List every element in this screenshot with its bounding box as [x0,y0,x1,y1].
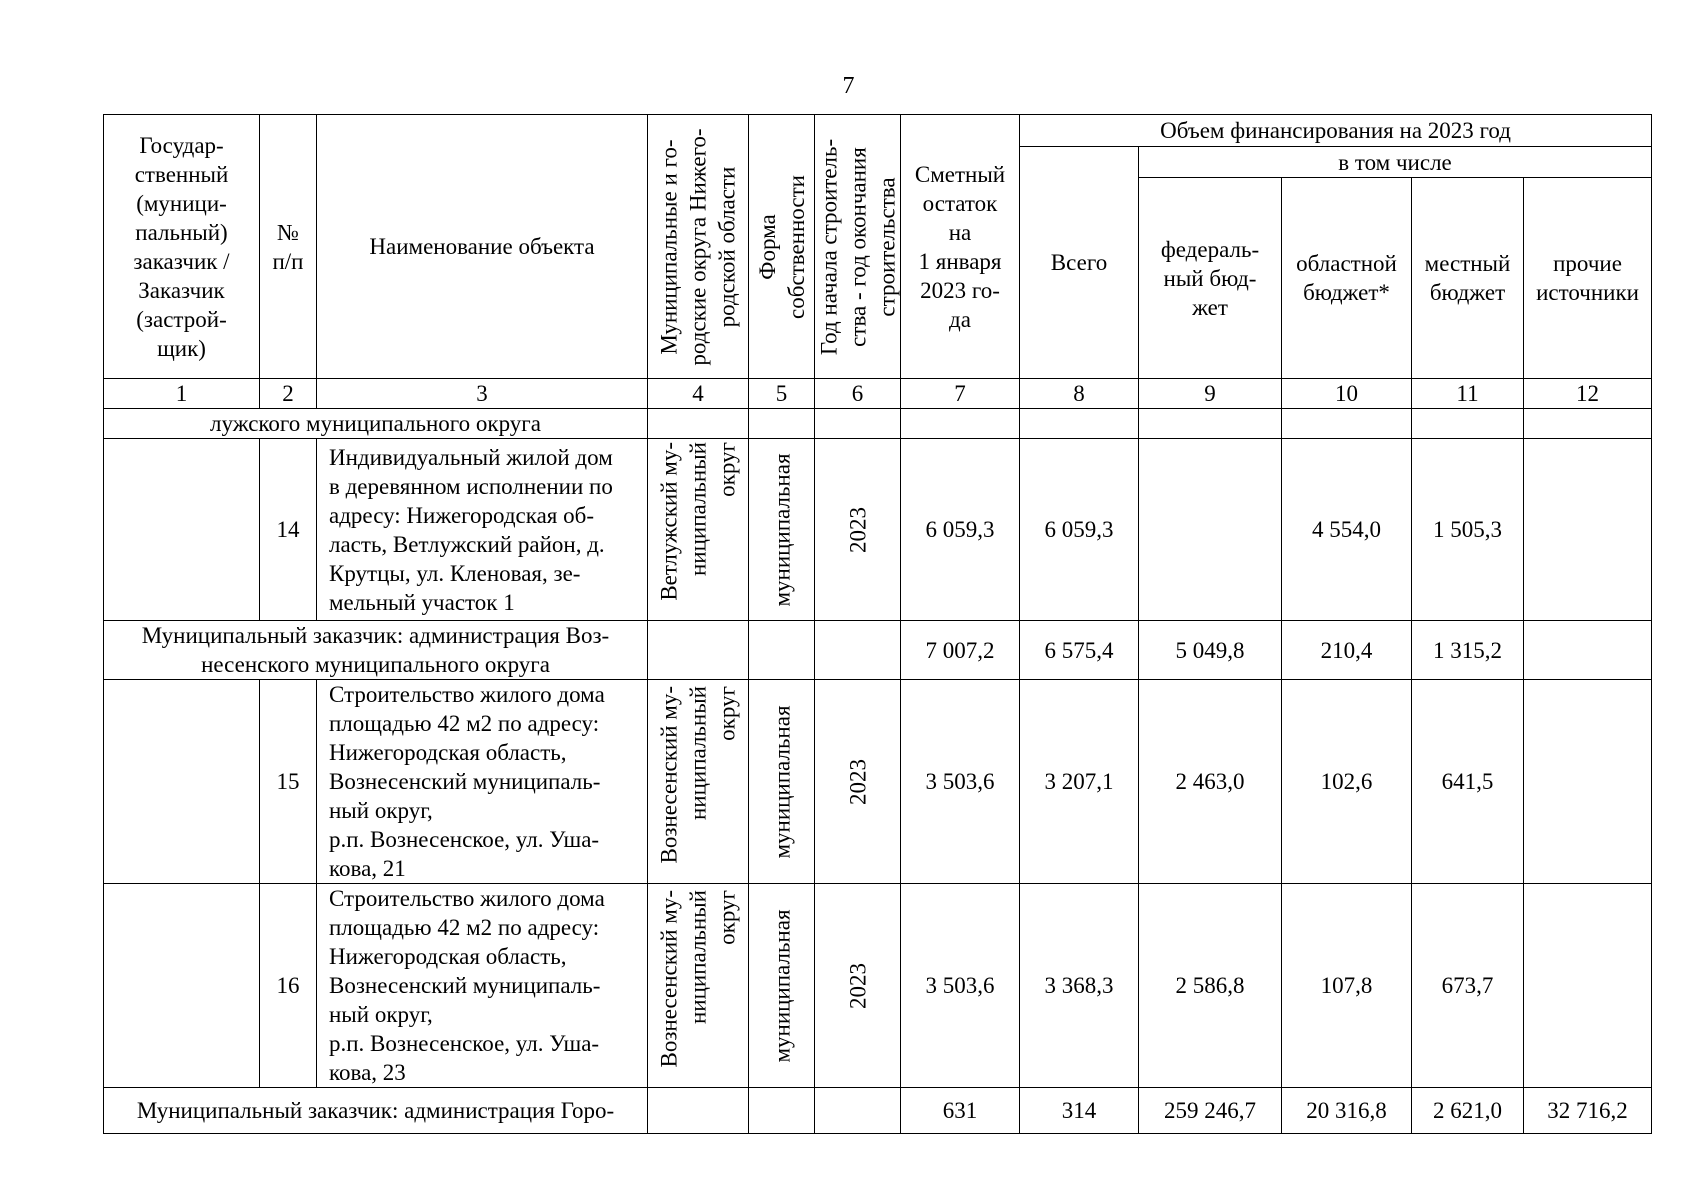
other-value [1524,621,1652,680]
header-years: Год начала строитель- ства - год окончания строительства [815,115,901,379]
regional-value: 20 316,8 [1282,1088,1412,1134]
col-number: 4 [648,379,749,409]
column-numbers-row [104,379,1652,409]
year: 2023 [815,884,901,1088]
customer-label: Муниципальный заказчик: администрация Воз- несенского муниципального округа [104,621,648,680]
col-number: 8 [1020,379,1139,409]
table-row [104,439,1652,621]
row-number: 14 [260,439,317,621]
estimate-value: 631 [901,1088,1020,1134]
object-name: Индивидуальный жилой дом в деревянном исполнении по адресу: Нижегородская об- ласть, Ветлужский район, д. Крутцы, ул. Кленовая, зе- мельный участок 1 [317,439,648,621]
regional-value: 102,6 [1282,680,1412,884]
page-number: 7 [842,73,855,99]
year: 2023 [815,439,901,621]
header-including: в том числе [1139,147,1652,178]
header-districts: Муниципальные и го- родские округа Нижего- родской области [648,115,749,379]
local-value: 2 621,0 [1412,1088,1524,1134]
federal-value: 259 246,7 [1139,1088,1282,1134]
other-value: 32 716,2 [1524,1088,1652,1134]
customer-label: Муниципальный заказчик: администрация Горо- [104,1088,648,1134]
col-number: 9 [1139,379,1282,409]
header-regional: областной бюджет* [1282,178,1412,379]
total-value: 6 575,4 [1020,621,1139,680]
district: Вознесенский му- ниципальный округ [648,884,749,1088]
estimate-value: 6 059,3 [901,439,1020,621]
col-number: 2 [260,379,317,409]
federal-value [1139,439,1282,621]
header-funding: Объем финансирования на 2023 год [1020,115,1652,147]
col-number: 7 [901,379,1020,409]
header-estimate: Сметный остаток на 1 января 2023 го- да [901,115,1020,379]
header-total: Всего [1020,147,1139,379]
header-ownership: Форма собственности [749,115,815,379]
col-number: 1 [104,379,260,409]
header-federal: федераль- ный бюд- жет [1139,178,1282,379]
federal-value: 2 586,8 [1139,884,1282,1088]
row-number: 16 [260,884,317,1088]
federal-value: 5 049,8 [1139,621,1282,680]
estimate-value: 7 007,2 [901,621,1020,680]
regional-value: 210,4 [1282,621,1412,680]
ownership: муниципальная [749,680,815,884]
federal-value: 2 463,0 [1139,680,1282,884]
local-value: 673,7 [1412,884,1524,1088]
regional-value: 107,8 [1282,884,1412,1088]
ownership: муниципальная [749,439,815,621]
district: Ветлужский му- ниципальный округ [648,439,749,621]
other-value [1524,680,1652,884]
total-value: 6 059,3 [1020,439,1139,621]
object-name: Строительство жилого дома площадью 42 м2 по адресу: Нижегородская область, Вознесенский муниципаль- ный округ, р.п. Вознесенское, ул. Уша- кова, 23 [317,884,648,1088]
regional-value: 4 554,0 [1282,439,1412,621]
customer-label: лужского муниципального округа [104,409,648,439]
col-number: 5 [749,379,815,409]
other-value [1524,884,1652,1088]
header-customer: Государ- ственный (муници- пальный) заказчик / Заказчик (застрой- щик) [104,115,260,379]
district: Вознесенский му- ниципальный округ [648,680,749,884]
col-number: 3 [317,379,648,409]
header-local: местный бюджет [1412,178,1524,379]
header-other: прочие источники [1524,178,1652,379]
other-value [1524,439,1652,621]
estimate-value: 3 503,6 [901,884,1020,1088]
object-name: Строительство жилого дома площадью 42 м2 по адресу: Нижегородская область, Вознесенский муниципаль- ный округ, р.п. Вознесенское, ул. Уша- кова, 21 [317,680,648,884]
local-value: 1 505,3 [1412,439,1524,621]
row-number: 15 [260,680,317,884]
year: 2023 [815,680,901,884]
table-row [104,884,1652,1088]
total-value: 3 207,1 [1020,680,1139,884]
table-row [104,680,1652,884]
local-value: 641,5 [1412,680,1524,884]
col-number: 6 [815,379,901,409]
ownership: муниципальная [749,884,815,1088]
customer-row [104,621,1652,680]
col-number: 12 [1524,379,1652,409]
estimate-value: 3 503,6 [901,680,1020,884]
total-value: 3 368,3 [1020,884,1139,1088]
local-value: 1 315,2 [1412,621,1524,680]
financing-table [103,114,1652,1134]
col-number: 11 [1412,379,1524,409]
header-number: № п/п [260,115,317,379]
customer-row-carryover [104,409,1652,439]
customer-row [104,1088,1652,1134]
col-number: 10 [1282,379,1412,409]
total-value: 314 [1020,1088,1139,1134]
header-object-name: Наименование объекта [317,115,648,379]
